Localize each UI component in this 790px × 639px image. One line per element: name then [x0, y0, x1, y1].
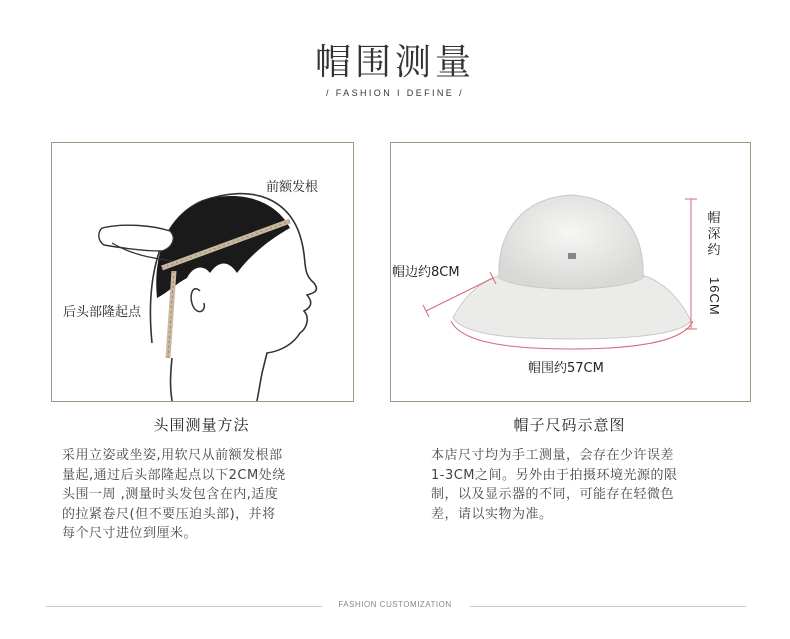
circumference-label: 帽围约57CM [528, 361, 604, 376]
forehead-label: 前额发根 [266, 180, 319, 195]
head-measure-description: 采用立姿或坐姿,用软尺从前额发根部 量起,通过后头部隆起点以下2CM处绕 头围一周 ,测量时头发包含在内,适度 的拉紧卷尺(但不要压迫头部)，并将 每个尺寸进位到厘米。 [62, 448, 286, 541]
depth-label: 帽 深 约 16CM [707, 211, 722, 316]
hat-size-panel [390, 142, 751, 402]
head-measure-panel [51, 142, 354, 402]
hat-size-caption: 帽子尺码示意图 [513, 416, 626, 434]
back-head-label: 后头部隆起点 [63, 305, 142, 320]
page-title: 帽围测量 [314, 42, 475, 83]
footer-text: FASHION CUSTOMIZATION [338, 600, 452, 609]
hat-size-description: 本店尺寸均为手工测量，会存在少许误差 1-3CM之间。另外由于拍摄环境光源的限 制，以及显示器的不同，可能存在轻微色 差，请以实物为准。 [431, 448, 678, 522]
brim-label: 帽边约8CM [392, 265, 460, 280]
head-measure-caption: 头围测量方法 [153, 416, 250, 434]
page-subtitle: / FASHION I DEFINE / [325, 88, 464, 98]
